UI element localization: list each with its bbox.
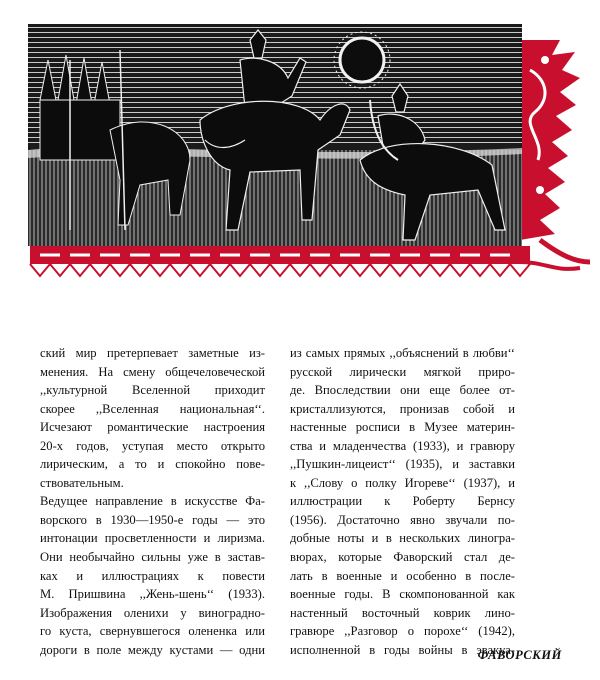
text-line: из самых прямых ,,объяснений в любви‘‘ <box>290 346 515 360</box>
text-line: менения. На смену общечеловеческой <box>40 364 265 379</box>
text-line: ,,культурной Вселенной приходит <box>40 383 265 398</box>
text-line: интонации просветленности и лиризма. <box>40 531 265 546</box>
text-line: ,,Пушкин-лицеист‘‘ (1935), и заставки <box>290 457 515 472</box>
woodcut-block <box>28 24 522 246</box>
text-line: вюрах, которые Фаворский стал де- <box>290 550 515 565</box>
text-line: гравюре ,,Разговор о порохе‘‘ (1942), <box>290 624 515 639</box>
text-line: Они необычайно сильны уже в застав- <box>40 550 265 565</box>
text-line: настенные росписи в Музее материн- <box>290 420 515 435</box>
text-line: добные ноты и в нескольких линогра- <box>290 531 515 546</box>
text-line: лать в военные и особенно в после- <box>290 568 515 583</box>
text-line: 20-х годов, уступая место открыто <box>40 438 265 453</box>
text-line: настенный восточный коврик лино- <box>290 605 515 620</box>
text-line: к ,,Слову о полку Игореве‘‘ (1937), и <box>290 475 515 490</box>
text-line: М. Пришвина ,,Жень-шень‘‘ (1933). <box>40 587 265 602</box>
text-line: го куста, свернувшегося олененка или <box>40 624 265 639</box>
text-line: ках и иллюстрациях к повести <box>40 568 265 583</box>
red-ornament-bottom <box>30 246 580 276</box>
text-line: военные годы. В скомпонованной как <box>290 587 515 602</box>
text-line: кристаллизуются, пронизав собой и <box>290 401 515 416</box>
text-line: ства и младенчества (1933), и гравюру <box>290 438 515 453</box>
text-line: Изображения оленихи у виноградно- <box>40 605 265 620</box>
text-line: де. Впоследствии они еще более от- <box>290 383 515 398</box>
text-line: Исчезают романтические настроения <box>40 420 265 435</box>
text-line: лирическим, а то и спокойно пове- <box>40 457 265 472</box>
text-column-left <box>40 344 265 659</box>
text-line: скорее ,,Вселенная национальная‘‘. <box>40 401 265 416</box>
text-column-right <box>290 344 515 659</box>
woodcut-illustration <box>0 0 600 290</box>
text-line: ствовательным. <box>40 475 124 490</box>
running-head: ФАВОРСКИЙ <box>477 648 562 662</box>
text-line: иллюстрации к Роберту Бернсу <box>290 494 515 509</box>
text-line: ворского в 1930—1950-е годы — это <box>40 512 265 527</box>
text-line: ский мир претерпевает заметные из- <box>40 346 265 360</box>
eclipse-sun-icon <box>340 38 384 82</box>
text-line: (1956). Достаточно явно звучали по- <box>290 512 515 527</box>
text-line: дороги в поле между кустами — одни <box>40 642 265 657</box>
text-line: Ведущее направление в искусстве Фа- <box>40 494 265 509</box>
red-ornament-right <box>515 40 590 262</box>
text-line: исполненной в годы войны в эвакуа- <box>290 642 515 657</box>
text-line: русской лирически мягкой приро- <box>290 364 515 379</box>
